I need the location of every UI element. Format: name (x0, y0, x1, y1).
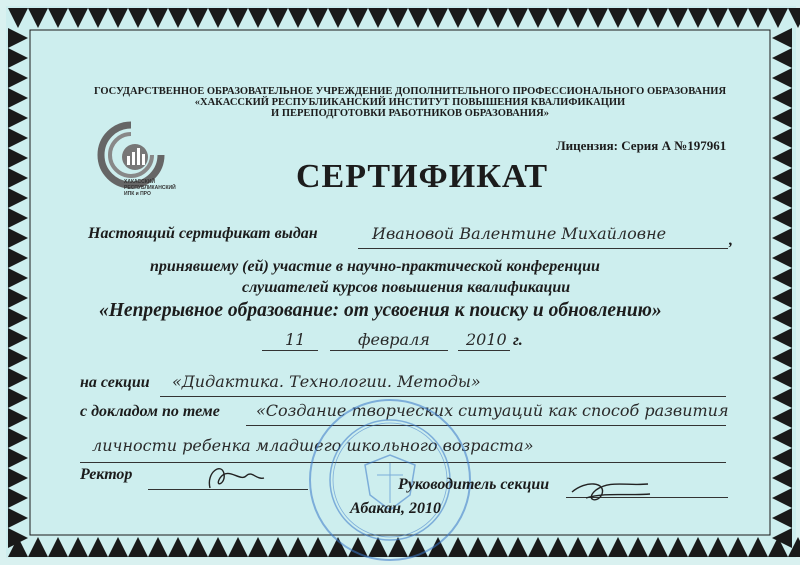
logo-text-3: ИПК и ПРО (124, 191, 151, 197)
report-line-1: «Создание творческих ситуаций как способ развития (256, 401, 729, 420)
border-ornament (548, 537, 568, 557)
license-number: Лицензия: Серия А №197961 (556, 138, 727, 153)
border-ornament (668, 8, 688, 28)
border-ornament (728, 537, 748, 557)
border-ornament (8, 148, 28, 168)
border-ornament (748, 8, 768, 28)
border-ornament (508, 537, 528, 557)
border-ornament (772, 448, 792, 468)
border-ornament (608, 537, 628, 557)
border-ornament (772, 368, 792, 388)
date-month-underline (330, 350, 448, 351)
border-ornament (108, 8, 128, 28)
border-ornament (608, 8, 628, 28)
border-ornament (8, 408, 28, 428)
logo-text-2: РЕСПУБЛИКАНСКИЙ (124, 185, 176, 191)
border-ornament (28, 537, 48, 557)
border-ornament (788, 8, 800, 28)
border-ornament (708, 537, 728, 557)
border-ornament (288, 8, 308, 28)
border-ornament (188, 537, 208, 557)
border-ornament (268, 8, 288, 28)
logo-text-1: ХАКАССКИЙ (124, 179, 155, 185)
border-ornament (528, 8, 548, 28)
border-ornament (108, 537, 128, 557)
border-ornament (508, 8, 528, 28)
border-ornament (772, 348, 792, 368)
border-ornament (8, 368, 28, 388)
border-ornament (772, 228, 792, 248)
border-ornament (8, 228, 28, 248)
border-ornament (328, 8, 348, 28)
border-ornament (648, 537, 668, 557)
border-ornament (268, 537, 288, 557)
border-ornament (148, 537, 168, 557)
border-ornament (8, 308, 28, 328)
border-ornament (728, 8, 748, 28)
border-ornament (448, 8, 468, 28)
participation-line-2: слушателей курсов повышения квалификации (242, 279, 571, 296)
border-ornament (772, 28, 792, 48)
border-ornament (8, 448, 28, 468)
section-value: «Дидактика. Технологии. Методы» (172, 372, 481, 391)
border-ornament (228, 8, 248, 28)
participation-line-1: принявшему (ей) участие в научно-практической конференции (150, 258, 600, 275)
border-ornament (468, 8, 488, 28)
border-ornament (88, 537, 108, 557)
border-ornament (8, 88, 28, 108)
border-ornament (368, 8, 388, 28)
date-day: 11 (285, 330, 306, 349)
border-ornament (772, 48, 792, 68)
border-ornament (772, 248, 792, 268)
rector-signature (200, 458, 270, 498)
date-year: 2010 (466, 330, 507, 349)
border-ornament (588, 537, 608, 557)
border-ornament (8, 428, 28, 448)
header-line-1: ГОСУДАРСТВЕННОЕ ОБРАЗОВАТЕЛЬНОЕ УЧРЕЖДЕНИЕ ДОПОЛНИТЕЛЬНОГО ПРОФЕССИОНАЛЬНОГО ОБРАЗОВАНИЯ (93, 86, 727, 97)
border-ornament (772, 88, 792, 108)
border-ornament (248, 8, 268, 28)
border-ornament (8, 508, 28, 528)
report-line-2: личности ребенка младшего школьного возраста» (92, 436, 534, 455)
border-ornament (8, 128, 28, 148)
border-ornament (772, 188, 792, 208)
border-ornament (8, 8, 28, 28)
border-ornament (228, 537, 248, 557)
border-ornament (8, 208, 28, 228)
border-ornament (68, 8, 88, 28)
border-ornament (428, 8, 448, 28)
section-head-label: Руководитель секции (398, 476, 550, 493)
border-ornament (8, 388, 28, 408)
border-ornament (628, 8, 648, 28)
border-ornament (208, 8, 228, 28)
date-year-suffix: г. (513, 332, 523, 349)
border-ornament (668, 537, 688, 557)
border-ornament (708, 8, 728, 28)
recipient-underline (358, 248, 728, 249)
border-ornament (8, 108, 28, 128)
border-ornament (8, 28, 28, 48)
institute-logo (96, 120, 196, 210)
report-label: с докладом по теме (80, 403, 220, 420)
border-ornament (772, 268, 792, 288)
border-ornament (748, 537, 768, 557)
border-ornament (48, 8, 68, 28)
border-ornament (388, 8, 408, 28)
border-ornament (568, 8, 588, 28)
border-ornament (772, 148, 792, 168)
border-ornament (772, 168, 792, 188)
border-ornament (772, 408, 792, 428)
border-ornament (688, 537, 708, 557)
border-ornament (148, 8, 168, 28)
recipient-name: Ивановой Валентине Михайловне (372, 224, 667, 243)
header-line-3: И ПЕРЕПОДГОТОВКИ РАБОТНИКОВ ОБРАЗОВАНИЯ» (271, 108, 549, 119)
border-ornament (308, 8, 328, 28)
date-day-underline (262, 350, 318, 351)
border-ornament (8, 168, 28, 188)
border-ornament (8, 348, 28, 368)
border-ornament (168, 8, 188, 28)
border-ornament (772, 428, 792, 448)
certificate-title: СЕРТИФИКАТ (296, 158, 549, 195)
border-ornament (528, 537, 548, 557)
border-ornament (568, 537, 588, 557)
border-ornament (8, 468, 28, 488)
date-month: февраля (358, 330, 430, 349)
section-label: на секции (80, 374, 150, 391)
border-ornament (8, 68, 28, 88)
border-ornament (248, 537, 268, 557)
border-ornament (8, 48, 28, 68)
date-year-underline (458, 350, 510, 351)
border-ornament (8, 328, 28, 348)
border-ornament (548, 8, 568, 28)
border-ornament (772, 488, 792, 508)
border-ornament (772, 108, 792, 128)
border-ornament (88, 8, 108, 28)
border-ornament (688, 8, 708, 28)
border-ornament (648, 8, 668, 28)
border-ornament (8, 248, 28, 268)
header-line-2: «ХАКАССКИЙ РЕСПУБЛИКАНСКИЙ ИНСТИТУТ ПОВЫШЕНИЯ КВАЛИФИКАЦИИ (194, 97, 626, 108)
border-ornament (772, 308, 792, 328)
border-ornament (772, 508, 792, 528)
border-ornament (68, 537, 88, 557)
border-ornament (488, 8, 508, 28)
border-ornament (772, 468, 792, 488)
recipient-comma: , (729, 232, 733, 249)
border-ornament (348, 8, 368, 28)
border-ornament (588, 8, 608, 28)
border-ornament (772, 128, 792, 148)
border-ornament (208, 537, 228, 557)
section-head-signature (566, 472, 656, 512)
border-ornament (168, 537, 188, 557)
border-ornament (28, 8, 48, 28)
city-year: Абакан, 2010 (350, 500, 442, 517)
border-ornament (772, 288, 792, 308)
border-ornament (8, 268, 28, 288)
issued-label: Настоящий сертификат выдан (88, 225, 318, 242)
border-ornament (768, 8, 788, 28)
border-ornament (8, 188, 28, 208)
border-ornament (128, 8, 148, 28)
border-ornament (8, 288, 28, 308)
border-ornament (488, 537, 508, 557)
border-ornament (772, 208, 792, 228)
border-ornament (772, 68, 792, 88)
border-ornament (188, 8, 208, 28)
conference-name: «Непрерывное образование: от усвоения к поиску и обновлению» (99, 300, 662, 321)
border-ornament (128, 537, 148, 557)
border-ornament (408, 8, 428, 28)
border-ornament (628, 537, 648, 557)
border-ornament (48, 537, 68, 557)
rector-label: Ректор (80, 466, 133, 483)
border-ornament (772, 388, 792, 408)
border-ornament (772, 328, 792, 348)
border-ornament (8, 488, 28, 508)
